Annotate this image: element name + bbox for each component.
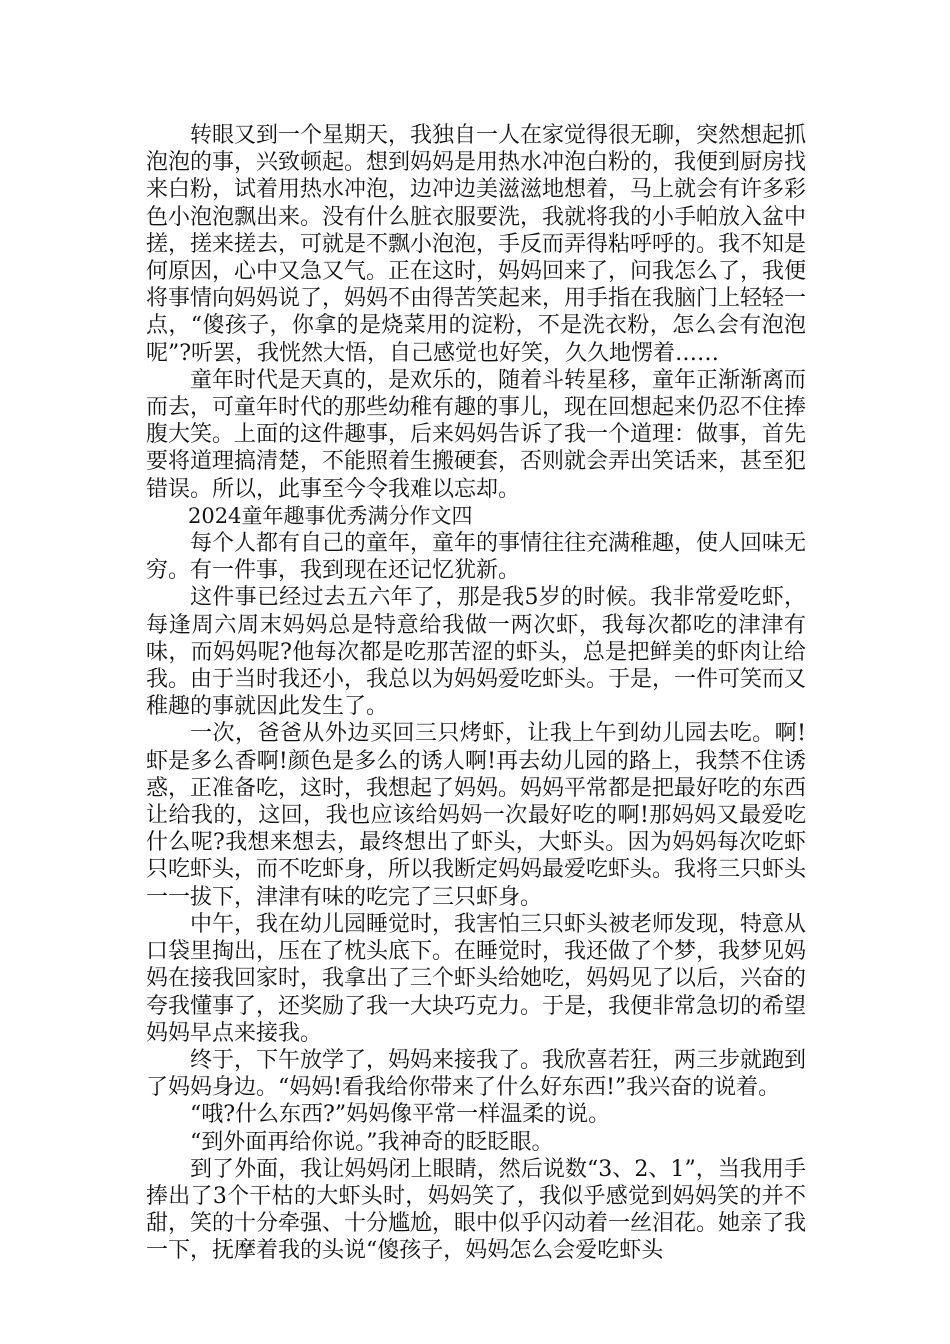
paragraph: “哦?什么东西?”妈妈像平常一样温柔的说。 <box>190 1102 611 1128</box>
paragraph: “到外面再给你说。”我神奇的眨眨眼。 <box>190 1129 554 1155</box>
paragraph: 童年时代是天真的，是欢乐的，随着斗转星移，童年正渐渐离而而去，可童年时代的那些幼稚有趣的事儿，现在回想起来仍忍不住捧腹大笑。上面的这件趣事，后来妈妈告诉了我一个道理：做事，首先要将道理搞清楚，不能照着生搬硬套，否则就会弄出笑话来，甚至犯错误。所以，此事至今令我难以忘却。 <box>146 367 807 502</box>
paragraph: 这件事已经过去五六年了，那是我5岁的时候。我非常爱吃虾，每逢周六周末妈妈总是特意给我做一两次虾，我每次都吃的津津有味，而妈妈呢?他每次都是吃那苦涩的虾头，总是把鲜美的虾肉让给我。由于当时我还小，我总以为妈妈爱吃虾头。于是，一件可笑而又稚趣的事就因此发生了。 <box>146 585 807 720</box>
paragraph: 到了外面，我让妈妈闭上眼睛，然后说数“3、2、1”，当我用手捧出了3个干枯的大虾头时，妈妈笑了，我似乎感觉到妈妈笑的并不甜，笑的十分牵强、十分尴尬，眼中似乎闪动着一丝泪花。她亲了我一下，抚摩着我的头说“傻孩子，妈妈怎么会爱吃虾头 <box>146 1156 807 1264</box>
paragraph: 转眼又到一个星期天，我独自一人在家觉得很无聊，突然想起抓泡泡的事，兴致顿起。想到妈妈是用热水冲泡白粉的，我便到厨房找来白粉，试着用热水冲泡，边冲边美滋滋地想着，马上就会有许多彩色小泡泡飘出来。没有什么脏衣服要洗，我就将我的小手帕放入盆中搓，搓来搓去，可就是不飘小泡泡，手反而弄得粘呼呼的。我不知是何原因，心中又急又气。正在这时，妈妈回来了，问我怎么了，我便将事情向妈妈说了，妈妈不由得苦笑起来，用手指在我脑门上轻轻一点，“傻孩子，你拿的是烧菜用的淀粉，不是洗衣粉，怎么会有泡泡呢”?听罢，我恍然大悟，自己感觉也好笑，久久地愣着…… <box>146 123 807 366</box>
paragraph: 中午，我在幼儿园睡觉时，我害怕三只虾头被老师发现，特意从口袋里掏出，压在了枕头底下。在睡觉时，我还做了个梦，我梦见妈妈在接我回家时，我拿出了三个虾头给她吃，妈妈见了以后，兴奋的夸我懂事了，还奖励了我一大块巧克力。于是，我便非常急切的希望妈妈早点来接我。 <box>146 911 807 1046</box>
document-page <box>146 122 806 1265</box>
paragraph: 一次，爸爸从外边买回三只烤虾，让我上午到幼儿园去吃。啊!虾是多么香啊!颜色是多么的诱人啊!再去幼儿园的路上，我禁不住诱惑，正准备吃，这时，我想起了妈妈。妈妈平常都是把最好吃的东西让给我的，这回，我也应该给妈妈一次最好吃的啊!那妈妈又最爱吃什么呢?我想来想去，最终想出了虾头，大虾头。因为妈妈每次吃虾只吃虾头，而不吃虾身，所以我断定妈妈最爱吃虾头。我将三只虾头一一拔下，津津有味的吃完了三只虾身。 <box>146 721 807 910</box>
section-title: 2024童年趣事优秀满分作文四 <box>188 503 473 528</box>
paragraph: 终于，下午放学了，妈妈来接我了。我欣喜若狂，两三步就跑到了妈妈身边。“妈妈!看我给你带来了什么好东西!”我兴奋的说着。 <box>146 1047 807 1101</box>
paragraph: 每个人都有自己的童年，童年的事情往往充满稚趣，使人回味无穷。有一件事，我到现在还记忆犹新。 <box>146 531 807 584</box>
